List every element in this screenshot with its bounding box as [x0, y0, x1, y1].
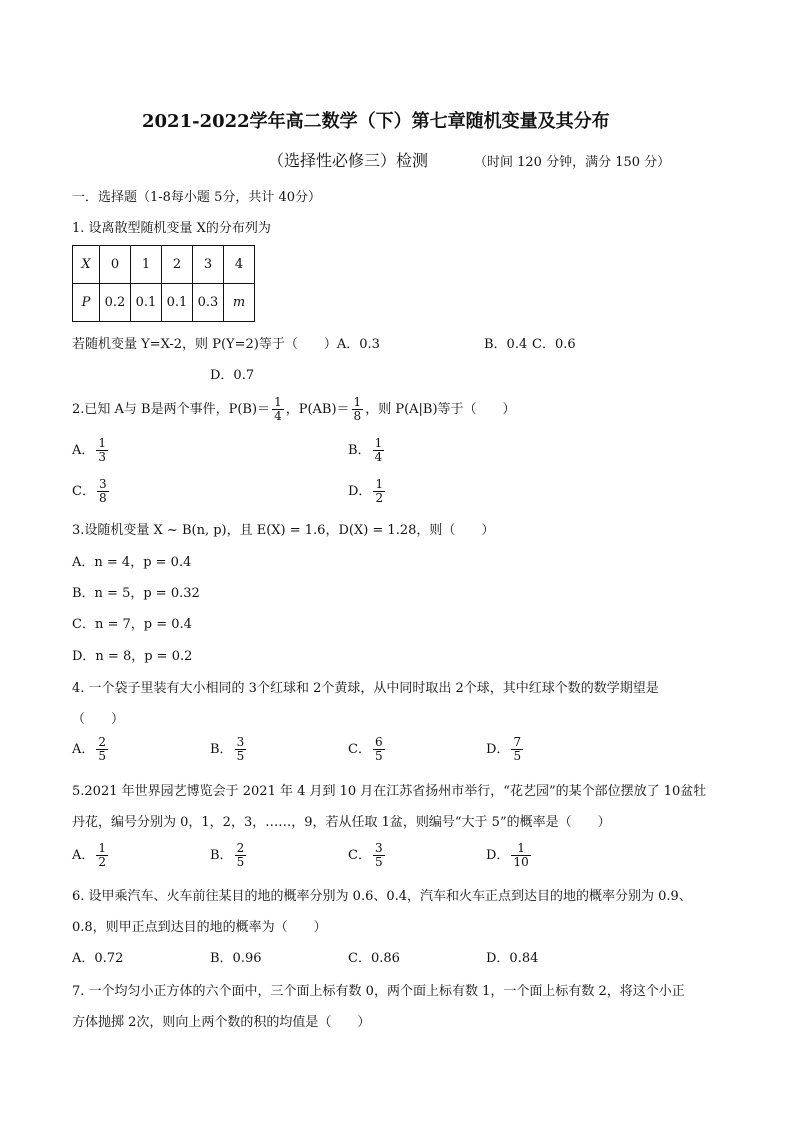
table-cell: 0.1: [162, 284, 193, 322]
table-cell: 0.2: [100, 284, 131, 322]
question-4-stem-cont: （ ）: [72, 712, 125, 727]
question-6-stem: 6. 设甲乘汽车、火车前往某目的地的概率分别为 0.6、0.4，汽车和火车正点到达目的地的概率分别为 0.9、: [72, 889, 692, 904]
table-row: [73, 246, 255, 284]
question-2-option-c: C． $\frac{3}{8}$: [72, 477, 107, 505]
table-cell: 0.1: [131, 284, 162, 322]
question-5-option-a: A． $\frac{1}{2}$: [72, 841, 107, 869]
question-6-option-c: C．0.86: [348, 951, 400, 966]
question-7-stem: 7. 一个均匀小正方体的六个面中，三个面上标有数 0，两个面上标有数 1，一个面上标有数 2，将这个小正: [72, 984, 685, 999]
distribution-table: [72, 245, 255, 322]
question-2-stem: 2.已知 A与 B是两个事件，P(B)＝ $\frac{1}{4}$ ，P(AB)＝ $\frac{1}{8}$ ，则 P(A|B)等于（ ）: [72, 395, 516, 423]
question-3-option-d: D．n = 8，p = 0.2: [72, 649, 193, 664]
question-5-stem: 5.2021 年世界园艺博览会于 2021 年 4 月到 10 月在江苏省扬州市举行，“花艺园”的某个部位摆放了 10盆牡: [72, 784, 707, 799]
question-4-option-a: A． $\frac{2}{5}$: [72, 735, 107, 763]
question-1-option-b: B．0.4: [484, 337, 528, 352]
question-1-stem: 1. 设离散型随机变量 X的分布列为: [72, 221, 271, 236]
question-4-stem: 4. 一个袋子里装有大小相同的 3个红球和 2个黄球，从中同时取出 2个球，其中红球个数的数学期望是: [72, 681, 659, 696]
question-4-option-b: B． $\frac{3}{5}$: [210, 735, 245, 763]
question-5-option-d: D． $\frac{1}{10}$: [486, 841, 529, 869]
question-3-option-b: B．n = 5，p = 0.32: [72, 586, 200, 601]
fraction: $\frac{1}{8}$: [353, 395, 362, 423]
question-4-option-c: C． $\frac{6}{5}$: [348, 735, 383, 763]
question-5-stem-cont: 丹花，编号分别为 0，1，2，3，……，9，若从任取 1盆，则编号“大于 5”的概率是（ ）: [72, 815, 611, 830]
question-6-option-b: B．0.96: [210, 951, 262, 966]
section-heading: 一．选择题（1-8每小题 5分，共计 40分）: [72, 190, 322, 205]
question-6-stem-cont: 0.8，则甲正点到达目的地的概率为（ ）: [72, 920, 327, 935]
table-cell: 1: [131, 246, 162, 284]
question-3-option-a: A．n = 4，p = 0.4: [72, 555, 192, 570]
table-cell: P: [73, 284, 100, 322]
table-cell: m: [224, 284, 255, 322]
question-2-option-b: B． $\frac{1}{4}$: [348, 436, 383, 464]
question-6-option-a: A．0.72: [72, 951, 124, 966]
question-5-option-b: B． $\frac{2}{5}$: [210, 841, 245, 869]
question-3-option-c: C．n = 7，p = 0.4: [72, 617, 192, 632]
table-cell: 2: [162, 246, 193, 284]
page-title: 2021-2022学年高二数学（下）第七章随机变量及其分布: [142, 111, 610, 132]
question-6-option-d: D．0.84: [486, 951, 539, 966]
table-cell: 4: [224, 246, 255, 284]
question-1-option-d: D．0.7: [210, 368, 255, 383]
fraction: $\frac{1}{4}$: [274, 395, 282, 423]
table-cell: 0.3: [193, 284, 224, 322]
question-4-option-d: D． $\frac{7}{5}$: [486, 735, 522, 763]
question-3-stem: 3.设随机变量 X ~ B(n, p)，且 E(X) = 1.6，D(X) = 1.28，则（ ）: [72, 523, 495, 538]
table-cell: 3: [193, 246, 224, 284]
question-1-text: 若随机变量 Y=X-2，则 P(Y=2)等于（ ）A．0.3: [72, 337, 380, 352]
table-cell: X: [73, 246, 100, 284]
question-5-option-c: C． $\frac{3}{5}$: [348, 841, 383, 869]
page-subtitle: （选择性必修三）检测: [268, 151, 429, 170]
question-1-option-c: C．0.6: [532, 337, 576, 352]
question-2-option-a: A． $\frac{1}{3}$: [72, 436, 107, 464]
table-row: [73, 284, 255, 322]
subtitle-note: （时间 120 分钟，满分 150 分）: [474, 155, 671, 170]
question-7-stem-cont: 方体抛掷 2次，则向上两个数的积的均值是（ ）: [72, 1015, 371, 1030]
table-cell: 0: [100, 246, 131, 284]
question-2-option-d: D． $\frac{1}{2}$: [348, 477, 384, 505]
